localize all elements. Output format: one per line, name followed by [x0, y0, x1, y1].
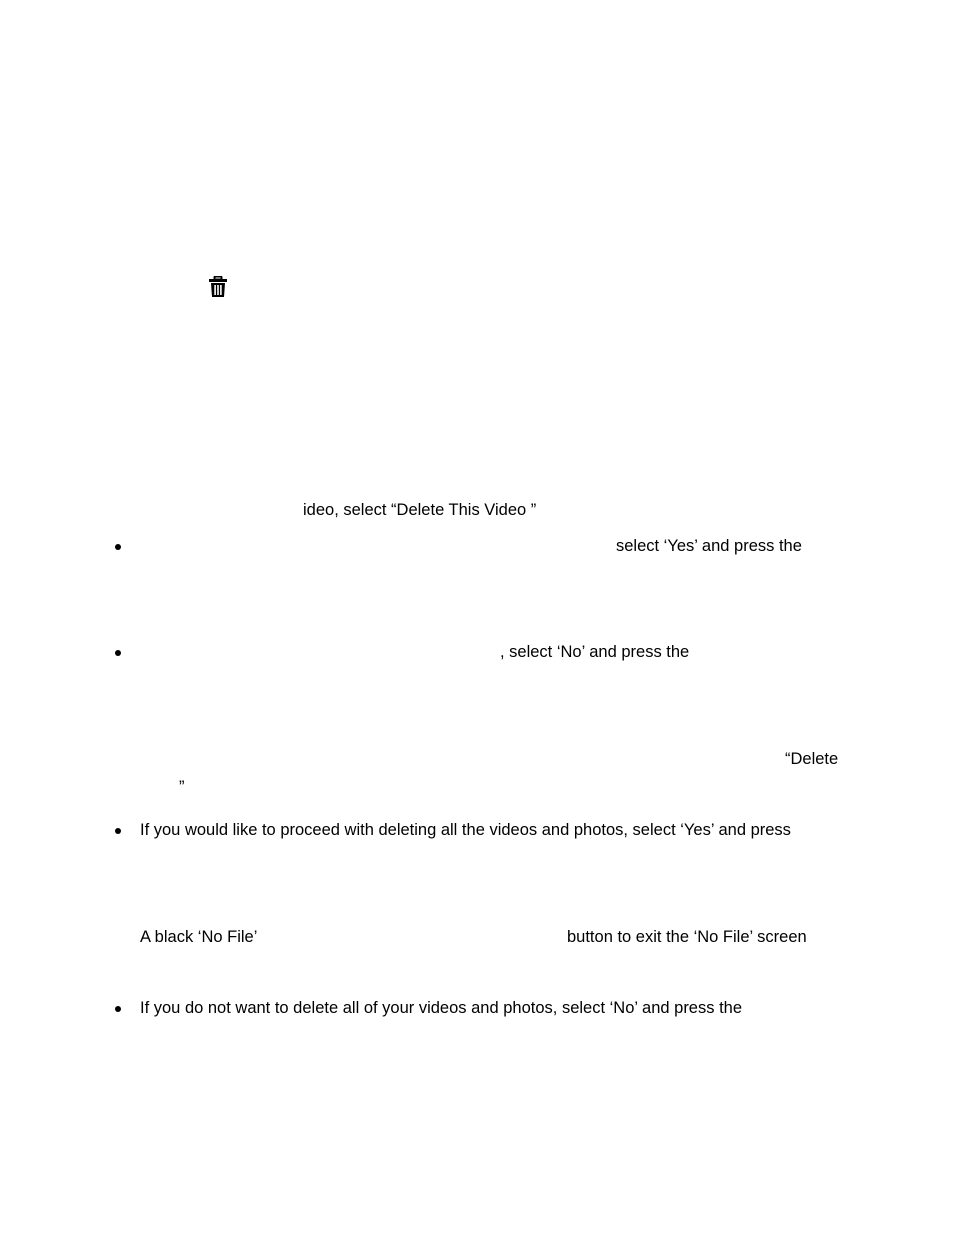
- delete-all-quote-open: “Delete: [785, 750, 839, 768]
- delete-all-quote-close: ”: [179, 778, 185, 796]
- bullet: [115, 650, 121, 656]
- no-file-exit-text: button to exit the ‘No File’ screen: [567, 928, 807, 946]
- no-this-video-text: , select ‘No’ and press the: [500, 643, 690, 661]
- proceed-delete-all-text: If you would like to proceed with deleting all the videos and photos, select ‘Yes’ and press: [140, 821, 791, 839]
- yes-this-video-text: select ‘Yes’ and press the: [616, 537, 802, 555]
- delete-this-video-text: ideo, select “Delete This Video ”: [303, 501, 537, 519]
- bullet: [115, 544, 121, 550]
- trash-icon: [208, 276, 228, 298]
- no-delete-all-text: If you do not want to delete all of your videos and photos, select ‘No’ and press the: [140, 999, 743, 1017]
- bullet: [115, 1006, 121, 1012]
- no-file-text: A black ‘No File’: [140, 928, 258, 946]
- bullet: [115, 828, 121, 834]
